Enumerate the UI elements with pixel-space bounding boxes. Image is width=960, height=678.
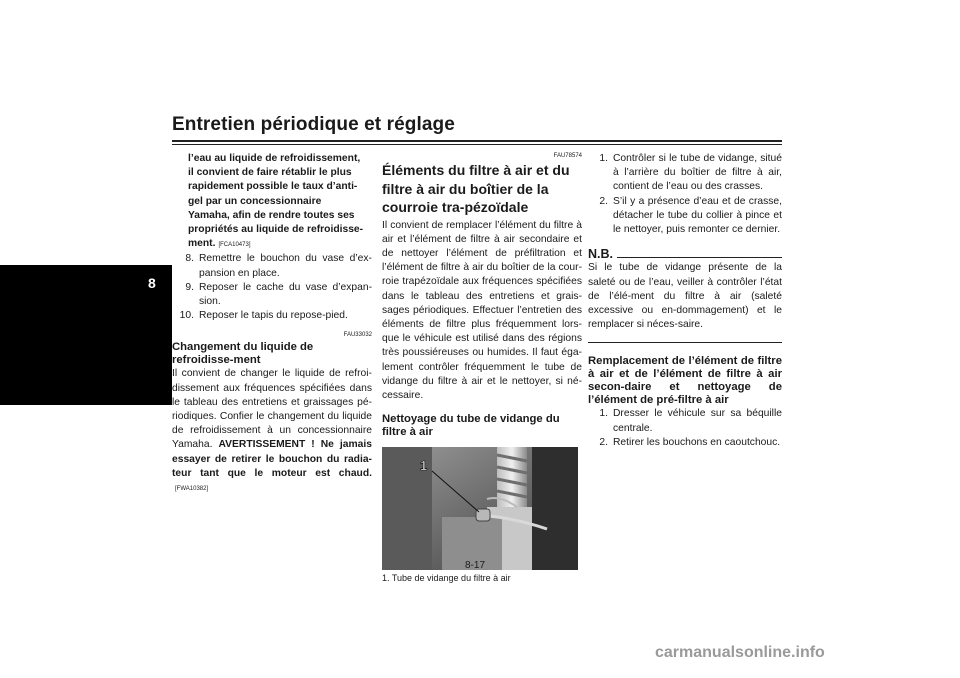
drain-tube-photo <box>382 447 578 570</box>
paragraph-text: Il convient de changer le liquide de refroi-dissement aux fréquences spécifiées dans le tableau des entretiens et graissages pé-riodiques. Confier le changement du liquide de refroidissement à un concessionnaire Yamaha. <box>172 368 372 451</box>
step-number: 10. <box>179 310 194 322</box>
step-text: Reposer le cache du vase d’expan-sion. <box>199 281 372 308</box>
header-rule <box>172 140 782 142</box>
step-text: Contrôler si le tube de vidange, situé à l’arrière du boîtier de filtre à air, contient de l’eau ou des crasses. <box>613 153 782 193</box>
list-item <box>172 309 372 323</box>
list-item <box>172 252 372 280</box>
section-title: Changement du liquide de refroidisse-ment <box>172 341 314 367</box>
warning-line: l’eau au liquide de refroidissement, <box>188 153 361 164</box>
note-label: N.B. <box>588 247 613 262</box>
step-text: Retirer les bouchons en caoutchouc. <box>613 436 781 448</box>
step-number: 9. <box>185 281 194 293</box>
reference-code: [FCA10473] <box>218 242 251 249</box>
note-rule <box>617 257 782 258</box>
step-text: Dresser le véhicule sur sa béquille centrale. <box>613 408 782 434</box>
section-code: FAU33032 <box>343 332 372 339</box>
chapter-tab <box>0 265 172 405</box>
note-text: Si le tube de vidange présente de la saleté ou de l’eau, veiller à contrôler l’état de l’élé-ment du filtre à air (saleté excessive ou en-dommagement) et le remplacer si néces-saire. <box>588 262 782 331</box>
column-middle <box>382 152 582 584</box>
note-header <box>588 247 782 261</box>
list-item <box>172 281 372 309</box>
watermark-text: carmanualsonline.info <box>655 644 825 661</box>
photo-illustration <box>382 447 578 570</box>
warning-last-word: ment. <box>188 238 216 250</box>
page-number: 8-17 <box>465 560 486 571</box>
warning-text: AVERTISSEMENT ! Ne jamais essayer de retirer le bouchon du radia-teur tant que le moteur est chaud. <box>172 439 372 479</box>
step-number: 8. <box>185 253 194 265</box>
note-end-rule <box>588 342 782 343</box>
header-rule-thin <box>172 144 782 145</box>
step-number: 2. <box>599 436 608 448</box>
list-item <box>588 436 782 450</box>
warning-line: Yamaha, afin de rendre toutes ses <box>188 209 355 221</box>
section-paragraph: Il convient de remplacer l’élément du filtre à air et l’élément de filtre à air secondaire et de nettoyer l’élément de préfiltration et l’élément de filtre à air du boîtier de la cour-roie trapézoïdale aux fréquences spécifiées dans le tableau des entretiens et grais-sages périodiques. Effectuer l’entretien des éléments de filtre plus fréquemment lors-que le véhicule est utilisé dans des régions très poussiéreuses ou humides. Il faut éga-lement contrôler fréquemment le tube de vidange du filtre à air et le nettoyer, si né-cessaire. <box>382 219 582 401</box>
step-text: S’il y a présence d’eau et de crasse, détacher le tube du collier à pince et le nettoyer, puis remonter ce dernier. <box>613 195 782 236</box>
warning-line: propriétés au liquide de refroidisse- <box>188 224 364 236</box>
photo-callout-number: 1 <box>420 458 428 474</box>
section-title: Éléments du filtre à air et du filtre à air du boîtier de la courroie tra-pézoïdale <box>382 162 570 215</box>
list-item <box>588 152 782 195</box>
column-left <box>172 152 372 496</box>
warning-line <box>188 237 372 252</box>
column-right <box>588 152 782 450</box>
step-number: 1. <box>599 408 608 420</box>
step-number: 2. <box>599 195 608 207</box>
subsection-title: Remplacement de l’élément de filtre à air et de l’élément de filtre à air secon-daire et nettoyage de l’élément de pré-filtre à air <box>588 355 782 407</box>
list-item <box>588 407 782 435</box>
section-code: FAU78574 <box>553 153 582 159</box>
photo-caption: 1. Tube de vidange du filtre à air <box>382 573 511 584</box>
page-title: Entretien périodique et réglage <box>172 114 455 135</box>
warning-line: gel par un concessionnaire <box>188 195 322 207</box>
warning-continuation <box>172 152 372 252</box>
list-item <box>588 195 782 238</box>
step-text: Remettre le bouchon du vase d’ex-pansion en place. <box>199 253 372 279</box>
step-text: Reposer le tapis du repose-pied. <box>199 310 348 322</box>
step-number: 1. <box>599 153 608 164</box>
reference-code: [FWA10382] <box>175 486 209 493</box>
subsection-title: Nettoyage du tube de vidange du filtre à air <box>382 413 560 439</box>
chapter-number: 8 <box>148 275 156 291</box>
warning-line: il convient de faire rétablir le plus <box>188 167 352 179</box>
section-paragraph <box>172 367 372 496</box>
warning-line: rapidement possible le taux d’anti- <box>188 181 358 193</box>
